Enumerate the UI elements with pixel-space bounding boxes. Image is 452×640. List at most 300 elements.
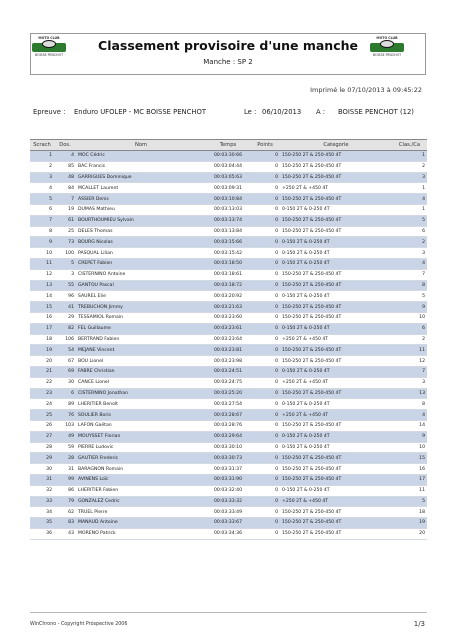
cell-clas: 19 <box>392 518 427 529</box>
cell-points: 0 <box>250 420 280 431</box>
cell-dos: 5 <box>54 258 76 269</box>
cell-clas: 11 <box>392 345 427 356</box>
logo-text-bottom: BOISSE PENCHOT <box>372 53 402 57</box>
cell-categorie: +250 2T & +450 4T <box>280 496 392 507</box>
cell-dos: 99 <box>54 474 76 485</box>
col-points: Points <box>250 140 280 151</box>
table-row <box>30 474 427 485</box>
footer-copyright: WinChrono - Copyright Prospective 2006 <box>30 622 128 627</box>
cell-clas: 6 <box>392 226 427 237</box>
cell-scratch: 8 <box>30 226 54 237</box>
cell-scratch: 22 <box>30 377 54 388</box>
col-categorie: Categorie <box>280 140 392 151</box>
cell-clas: 2 <box>392 334 427 345</box>
logo-text-top: MOTO CLUB <box>38 36 60 40</box>
cell-clas: 10 <box>392 312 427 323</box>
table-row <box>30 151 427 162</box>
cell-nom: SAUREL Elie <box>76 291 206 302</box>
cell-nom: PASQUAL Lilian <box>76 248 206 259</box>
table-row <box>30 312 427 323</box>
cell-scratch: 17 <box>30 323 54 334</box>
results-table <box>30 139 427 540</box>
cell-temps: 00:03:33:67 <box>206 518 250 529</box>
cell-nom: TREBUCHON Jimmy <box>76 302 206 313</box>
table-row <box>30 215 427 226</box>
cell-dos: 100 <box>54 248 76 259</box>
cell-temps: 00:03:05:63 <box>206 172 250 183</box>
cell-clas: 3 <box>392 172 427 183</box>
cell-nom: FABRE Christian <box>76 366 206 377</box>
cell-temps: 00:03:13:74 <box>206 215 250 226</box>
printed-timestamp: Imprimé le 07/10/2013 à 09:45:22 <box>310 86 422 94</box>
cell-categorie: +250 2T & +450 4T <box>280 410 392 421</box>
cell-dos: 61 <box>54 215 76 226</box>
cell-nom: FEL Guillaume <box>76 323 206 334</box>
cell-temps: 00:03:24:51 <box>206 366 250 377</box>
date-label: Le : <box>244 108 257 116</box>
cell-points: 0 <box>250 474 280 485</box>
cell-temps: 00:03:15:42 <box>206 248 250 259</box>
table-row <box>30 226 427 237</box>
cell-scratch: 2 <box>30 161 54 172</box>
cell-categorie: 0-150 2T & 0-250 4T <box>280 237 392 248</box>
cell-scratch: 30 <box>30 464 54 475</box>
cell-clas: 11 <box>392 485 427 496</box>
cell-points: 0 <box>250 269 280 280</box>
cell-dos: 30 <box>54 377 76 388</box>
table-row <box>30 388 427 399</box>
table-row <box>30 334 427 345</box>
cell-temps: 00:03:32:40 <box>206 485 250 496</box>
cell-dos: 55 <box>54 280 76 291</box>
motorbike-icon <box>380 40 394 48</box>
cell-temps: 00:03:23:64 <box>206 334 250 345</box>
footer-divider <box>30 612 427 613</box>
table-row <box>30 507 427 518</box>
table-row <box>30 248 427 259</box>
cell-points: 0 <box>250 183 280 194</box>
cell-points: 0 <box>250 323 280 334</box>
table-row <box>30 302 427 313</box>
event-label: Epreuve : <box>33 108 66 116</box>
cell-categorie: 150-250 2T & 250-450 4T <box>280 388 392 399</box>
cell-scratch: 35 <box>30 518 54 529</box>
cell-categorie: 150-250 2T & 250-450 4T <box>280 518 392 529</box>
cell-nom: GONZALEZ Cedric <box>76 496 206 507</box>
table-row <box>30 280 427 291</box>
table-row <box>30 496 427 507</box>
cell-nom: PIERRE Ludovic <box>76 442 206 453</box>
cell-temps: 00:03:33:49 <box>206 507 250 518</box>
table-row <box>30 204 427 215</box>
cell-dos: 54 <box>54 345 76 356</box>
place-label: A : <box>316 108 326 116</box>
cell-nom: GARRIGUES Dominique <box>76 172 206 183</box>
cell-points: 0 <box>250 161 280 172</box>
cell-points: 0 <box>250 485 280 496</box>
cell-categorie: 0-150 2T & 0-250 4T <box>280 248 392 259</box>
cell-temps: 00:03:28:67 <box>206 410 250 421</box>
table-row <box>30 172 427 183</box>
cell-points: 0 <box>250 399 280 410</box>
cell-categorie: 150-250 2T & 250-450 4T <box>280 507 392 518</box>
cell-categorie: 0-150 2T & 0-250 4T <box>280 442 392 453</box>
cell-scratch: 31 <box>30 474 54 485</box>
cell-clas: 10 <box>392 442 427 453</box>
cell-nom: CISTERNINO Jonathan <box>76 388 206 399</box>
cell-temps: 00:03:18:72 <box>206 280 250 291</box>
cell-clas: 5 <box>392 215 427 226</box>
cell-temps: 00:03:33:32 <box>206 496 250 507</box>
cell-dos: 79 <box>54 496 76 507</box>
cell-clas: 9 <box>392 302 427 313</box>
table-row <box>30 291 427 302</box>
cell-clas: 3 <box>392 248 427 259</box>
cell-categorie: 150-250 2T & 250-450 4T <box>280 528 392 539</box>
cell-categorie: 150-250 2T & 250-450 4T <box>280 356 392 367</box>
cell-temps: 00:03:23:60 <box>206 312 250 323</box>
cell-nom: GAUTIER Frederic <box>76 453 206 464</box>
cell-categorie: 0-150 2T & 0-250 4T <box>280 204 392 215</box>
cell-clas: 14 <box>392 420 427 431</box>
col-temps: Temps <box>206 140 250 151</box>
col-nom: Nom <box>76 140 206 151</box>
cell-points: 0 <box>250 280 280 291</box>
table-row <box>30 410 427 421</box>
cell-nom: BOURTHOUMIEU Sylvain <box>76 215 206 226</box>
cell-dos: 69 <box>54 366 76 377</box>
cell-clas: 16 <box>392 464 427 475</box>
cell-dos: 73 <box>54 237 76 248</box>
cell-dos: 41 <box>54 302 76 313</box>
cell-scratch: 23 <box>30 388 54 399</box>
cell-nom: GANTOU Pascal <box>76 280 206 291</box>
cell-dos: 76 <box>54 410 76 421</box>
cell-dos: 86 <box>54 485 76 496</box>
cell-nom: MEJANE Vincent <box>76 345 206 356</box>
cell-categorie: 150-250 2T & 250-450 4T <box>280 151 392 162</box>
cell-categorie: 150-250 2T & 250-450 4T <box>280 474 392 485</box>
cell-points: 0 <box>250 302 280 313</box>
cell-points: 0 <box>250 453 280 464</box>
cell-categorie: 150-250 2T & 250-450 4T <box>280 269 392 280</box>
event-place: BOISSE PENCHOT (12) <box>338 108 414 116</box>
cell-categorie: 0-150 2T & 0-250 4T <box>280 323 392 334</box>
cell-categorie: 150-250 2T & 250-450 4T <box>280 464 392 475</box>
cell-scratch: 25 <box>30 410 54 421</box>
event-date: 06/10/2013 <box>262 108 302 116</box>
cell-nom: TESSAMIOL Romain <box>76 312 206 323</box>
cell-scratch: 21 <box>30 366 54 377</box>
cell-dos: 82 <box>54 323 76 334</box>
cell-temps: 00:03:30:66 <box>206 151 250 162</box>
cell-nom: LAFON Gaëtan <box>76 420 206 431</box>
cell-dos: 83 <box>54 518 76 529</box>
table-row <box>30 377 427 388</box>
cell-temps: 00:03:24:75 <box>206 377 250 388</box>
cell-nom: MOUYSSET Florian <box>76 431 206 442</box>
cell-dos: 25 <box>54 226 76 237</box>
table-row <box>30 323 427 334</box>
cell-clas: 20 <box>392 528 427 539</box>
table-row <box>30 399 427 410</box>
cell-dos: 67 <box>54 356 76 367</box>
table-row <box>30 258 427 269</box>
cell-dos: 59 <box>54 442 76 453</box>
cell-points: 0 <box>250 345 280 356</box>
cell-scratch: 12 <box>30 269 54 280</box>
cell-dos: 106 <box>54 334 76 345</box>
cell-nom: MORENO Patrick <box>76 528 206 539</box>
cell-clas: 12 <box>392 356 427 367</box>
cell-dos: 4 <box>54 151 76 162</box>
cell-scratch: 3 <box>30 172 54 183</box>
cell-nom: CANCE Lionel <box>76 377 206 388</box>
table-row <box>30 269 427 280</box>
cell-temps: 00:03:21:63 <box>206 302 250 313</box>
cell-categorie: 0-150 2T & 0-250 4T <box>280 366 392 377</box>
table-row <box>30 442 427 453</box>
cell-points: 0 <box>250 507 280 518</box>
cell-clas: 13 <box>392 388 427 399</box>
cell-clas: 4 <box>392 194 427 205</box>
cell-clas: 8 <box>392 399 427 410</box>
cell-nom: AVINENS Loïc <box>76 474 206 485</box>
cell-temps: 00:03:04:44 <box>206 161 250 172</box>
cell-dos: 29 <box>54 312 76 323</box>
cell-clas: 3 <box>392 377 427 388</box>
cell-temps: 00:03:18:61 <box>206 269 250 280</box>
cell-points: 0 <box>250 496 280 507</box>
cell-temps: 00:03:29:64 <box>206 431 250 442</box>
cell-nom: BERTRAND Fabien <box>76 334 206 345</box>
cell-temps: 00:03:30:10 <box>206 442 250 453</box>
table-row <box>30 356 427 367</box>
cell-categorie: 150-250 2T & 250-450 4T <box>280 345 392 356</box>
cell-nom: DUMAS Mathieu <box>76 204 206 215</box>
cell-clas: 6 <box>392 323 427 334</box>
cell-points: 0 <box>250 431 280 442</box>
cell-temps: 00:03:30:73 <box>206 453 250 464</box>
cell-temps: 00:03:20:92 <box>206 291 250 302</box>
cell-temps: 00:03:27:54 <box>206 399 250 410</box>
cell-dos: 28 <box>54 453 76 464</box>
cell-dos: 6 <box>54 388 76 399</box>
cell-scratch: 16 <box>30 312 54 323</box>
cell-scratch: 9 <box>30 237 54 248</box>
page-subtitle: Manche : SP 2 <box>203 58 253 66</box>
table-header-row <box>30 140 427 151</box>
cell-points: 0 <box>250 518 280 529</box>
cell-dos: 85 <box>54 161 76 172</box>
cell-points: 0 <box>250 237 280 248</box>
cell-clas: 18 <box>392 507 427 518</box>
cell-temps: 00:03:28:76 <box>206 420 250 431</box>
logo-text-bottom: BOISSE PENCHOT <box>34 53 64 57</box>
cell-dos: 96 <box>54 291 76 302</box>
cell-temps: 00:03:25:20 <box>206 388 250 399</box>
cell-scratch: 5 <box>30 194 54 205</box>
cell-points: 0 <box>250 377 280 388</box>
cell-dos: 84 <box>54 183 76 194</box>
cell-nom: LHERITIER Fabien <box>76 485 206 496</box>
cell-categorie: 150-250 2T & 250-450 4T <box>280 194 392 205</box>
page-number: 1/3 <box>413 620 425 628</box>
motorbike-icon <box>42 40 56 48</box>
cell-dos: 49 <box>54 431 76 442</box>
cell-scratch: 19 <box>30 345 54 356</box>
cell-temps: 00:03:23:98 <box>206 356 250 367</box>
cell-categorie: 0-150 2T & 0-250 4T <box>280 258 392 269</box>
cell-temps: 00:03:15:66 <box>206 237 250 248</box>
table-row <box>30 345 427 356</box>
cell-temps: 00:03:23:61 <box>206 323 250 334</box>
cell-clas: 2 <box>392 237 427 248</box>
cell-scratch: 26 <box>30 420 54 431</box>
table-row <box>30 420 427 431</box>
cell-points: 0 <box>250 194 280 205</box>
cell-scratch: 36 <box>30 528 54 539</box>
cell-points: 0 <box>250 410 280 421</box>
cell-categorie: 150-250 2T & 250-450 4T <box>280 453 392 464</box>
cell-clas: 5 <box>392 291 427 302</box>
cell-points: 0 <box>250 442 280 453</box>
cell-categorie: 150-250 2T & 250-450 4T <box>280 312 392 323</box>
cell-points: 0 <box>250 388 280 399</box>
cell-scratch: 6 <box>30 204 54 215</box>
cell-nom: TRUEL Pierre <box>76 507 206 518</box>
cell-dos: 3 <box>54 269 76 280</box>
cell-nom: MCALLET Laurent <box>76 183 206 194</box>
cell-temps: 00:03:13:84 <box>206 226 250 237</box>
cell-categorie: +250 2T & +450 4T <box>280 183 392 194</box>
table-row <box>30 161 427 172</box>
cell-temps: 00:03:34:36 <box>206 528 250 539</box>
logo-text-top: MOTO CLUB <box>376 36 398 40</box>
cell-clas: 1 <box>392 151 427 162</box>
cell-points: 0 <box>250 464 280 475</box>
cell-clas: 4 <box>392 258 427 269</box>
cell-scratch: 1 <box>30 151 54 162</box>
cell-categorie: 150-250 2T & 250-450 4T <box>280 302 392 313</box>
cell-temps: 00:03:10:84 <box>206 194 250 205</box>
cell-categorie: 0-150 2T & 0-250 4T <box>280 431 392 442</box>
cell-categorie: 0-150 2T & 0-250 4T <box>280 399 392 410</box>
cell-scratch: 14 <box>30 291 54 302</box>
table-row <box>30 464 427 475</box>
cell-temps: 00:03:13:03 <box>206 204 250 215</box>
cell-categorie: 0-150 2T & 0-250 4T <box>280 485 392 496</box>
cell-nom: BAC Francis <box>76 161 206 172</box>
cell-dos: 7 <box>54 194 76 205</box>
col-clas: Clas./Ca <box>392 140 427 151</box>
cell-clas: 9 <box>392 431 427 442</box>
cell-scratch: 13 <box>30 280 54 291</box>
cell-scratch: 34 <box>30 507 54 518</box>
table-row <box>30 431 427 442</box>
table-row <box>30 237 427 248</box>
cell-nom: SOULIER Boris <box>76 410 206 421</box>
cell-categorie: 150-250 2T & 250-450 4T <box>280 420 392 431</box>
cell-scratch: 33 <box>30 496 54 507</box>
cell-clas: 1 <box>392 204 427 215</box>
cell-dos: 103 <box>54 420 76 431</box>
cell-categorie: 0-150 2T & 0-250 4T <box>280 291 392 302</box>
cell-categorie: 150-250 2T & 250-450 4T <box>280 226 392 237</box>
table-row <box>30 183 427 194</box>
cell-categorie: 150-250 2T & 250-450 4T <box>280 280 392 291</box>
cell-nom: ASSIER Denis <box>76 194 206 205</box>
cell-points: 0 <box>250 226 280 237</box>
cell-dos: 31 <box>54 464 76 475</box>
cell-points: 0 <box>250 528 280 539</box>
cell-points: 0 <box>250 215 280 226</box>
cell-scratch: 20 <box>30 356 54 367</box>
cell-points: 0 <box>250 172 280 183</box>
cell-clas: 17 <box>392 474 427 485</box>
cell-categorie: 150-250 2T & 250-450 4T <box>280 161 392 172</box>
col-scratch: Scrach <box>30 140 54 151</box>
header-box <box>30 33 426 75</box>
cell-dos: 62 <box>54 507 76 518</box>
cell-clas: 5 <box>392 496 427 507</box>
cell-temps: 00:03:18:50 <box>206 258 250 269</box>
cell-clas: 1 <box>392 183 427 194</box>
cell-nom: BOU Lionel <box>76 356 206 367</box>
cell-scratch: 29 <box>30 453 54 464</box>
cell-temps: 00:03:09:31 <box>206 183 250 194</box>
cell-nom: MANAUD Antoine <box>76 518 206 529</box>
cell-clas: 7 <box>392 366 427 377</box>
table-row <box>30 453 427 464</box>
table-row <box>30 528 427 539</box>
cell-clas: 2 <box>392 161 427 172</box>
cell-clas: 7 <box>392 269 427 280</box>
cell-clas: 8 <box>392 280 427 291</box>
cell-dos: 19 <box>54 204 76 215</box>
page-title: Classement provisoire d'une manche <box>98 38 358 53</box>
cell-scratch: 27 <box>30 431 54 442</box>
cell-points: 0 <box>250 248 280 259</box>
cell-points: 0 <box>250 258 280 269</box>
cell-scratch: 18 <box>30 334 54 345</box>
cell-temps: 00:03:23:81 <box>206 345 250 356</box>
col-dos: Dos. <box>54 140 76 151</box>
cell-points: 0 <box>250 312 280 323</box>
table-row <box>30 518 427 529</box>
cell-scratch: 10 <box>30 248 54 259</box>
cell-scratch: 11 <box>30 258 54 269</box>
table-row <box>30 485 427 496</box>
cell-scratch: 15 <box>30 302 54 313</box>
cell-points: 0 <box>250 291 280 302</box>
cell-scratch: 32 <box>30 485 54 496</box>
cell-nom: DELES Thomas <box>76 226 206 237</box>
cell-points: 0 <box>250 151 280 162</box>
cell-nom: BARAGNON Romain <box>76 464 206 475</box>
cell-points: 0 <box>250 204 280 215</box>
cell-scratch: 28 <box>30 442 54 453</box>
cell-temps: 00:03:31:90 <box>206 474 250 485</box>
cell-points: 0 <box>250 334 280 345</box>
cell-scratch: 7 <box>30 215 54 226</box>
cell-scratch: 24 <box>30 399 54 410</box>
cell-points: 0 <box>250 366 280 377</box>
cell-clas: 4 <box>392 410 427 421</box>
table-row <box>30 366 427 377</box>
cell-categorie: 150-250 2T & 250-450 4T <box>280 172 392 183</box>
cell-categorie: +250 2T & +450 4T <box>280 334 392 345</box>
